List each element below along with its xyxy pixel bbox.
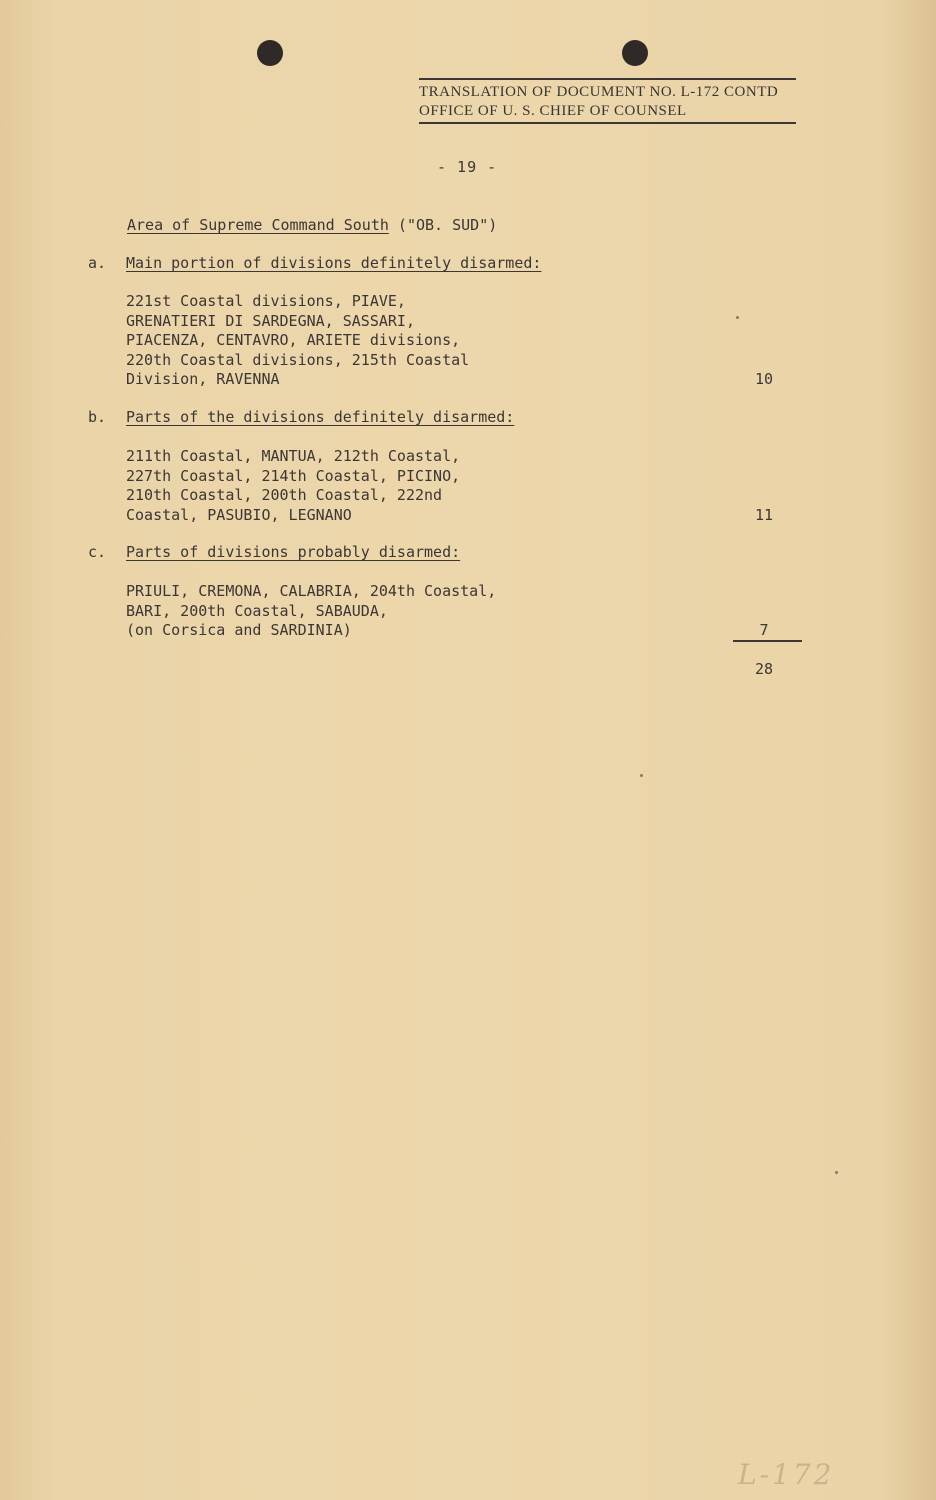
section-heading-title: Area of Supreme Command South bbox=[127, 216, 389, 234]
item-b-heading: Parts of the divisions definitely disarmed: bbox=[126, 408, 515, 426]
item-c-line: BARI, 200th Coastal, SABAUDA, bbox=[126, 601, 388, 620]
paper-speck bbox=[835, 1171, 838, 1174]
item-b-label: b. bbox=[88, 408, 107, 426]
item-b-line: 211th Coastal, MANTUA, 212th Coastal, bbox=[126, 447, 461, 465]
item-c-count: 7 bbox=[759, 621, 769, 639]
item-a-heading: Main portion of divisions definitely disarmed: bbox=[126, 254, 542, 272]
item-c-label: c. bbox=[88, 543, 107, 561]
margin-note: L-172 bbox=[738, 1458, 835, 1491]
item-a-line: 221st Coastal divisions, PIAVE, bbox=[126, 292, 406, 310]
item-b-body bbox=[126, 447, 460, 525]
item-a-label: a. bbox=[88, 254, 107, 272]
item-b-line: Coastal, PASUBIO, LEGNANO bbox=[126, 505, 352, 524]
item-a-line: Division, RAVENNA bbox=[126, 370, 280, 388]
header-line-2: OFFICE OF U. S. CHIEF OF COUNSEL bbox=[419, 103, 687, 119]
document-header bbox=[419, 78, 796, 124]
item-a-line: 220th Coastal divisions, 215th Coastal bbox=[126, 350, 470, 369]
item-a-line: PIACENZA, CENTAVRO, ARIETE divisions, bbox=[126, 331, 461, 349]
item-a-count: 10 bbox=[754, 370, 774, 388]
item-b-line: 227th Coastal, 214th Coastal, PICINO, bbox=[126, 466, 461, 485]
punch-hole-left bbox=[257, 40, 283, 66]
total-rule bbox=[733, 640, 802, 642]
item-b-line: 210th Coastal, 200th Coastal, 222nd bbox=[126, 486, 443, 504]
item-c-line: (on Corsica and SARDINIA) bbox=[126, 621, 352, 639]
total-count: 28 bbox=[754, 660, 774, 678]
header-line-1: TRANSLATION OF DOCUMENT NO. L-172 CONTD bbox=[419, 84, 779, 100]
section-heading bbox=[127, 216, 497, 234]
section-heading-suffix: ("OB. SUD") bbox=[388, 216, 498, 234]
item-c-heading: Parts of divisions probably disarmed: bbox=[126, 543, 461, 561]
item-a-body bbox=[126, 292, 469, 390]
item-a-line: GRENATIERI DI SARDEGNA, SASSARI, bbox=[126, 311, 415, 330]
paper-speck bbox=[640, 774, 643, 777]
item-b-count: 11 bbox=[754, 506, 774, 524]
item-c-line: PRIULI, CREMONA, CALABRIA, 204th Coastal, bbox=[126, 582, 497, 600]
page-number: - 19 - bbox=[437, 158, 498, 176]
punch-hole-right bbox=[622, 40, 648, 66]
paper-speck bbox=[736, 316, 739, 319]
item-c-body bbox=[126, 582, 496, 641]
